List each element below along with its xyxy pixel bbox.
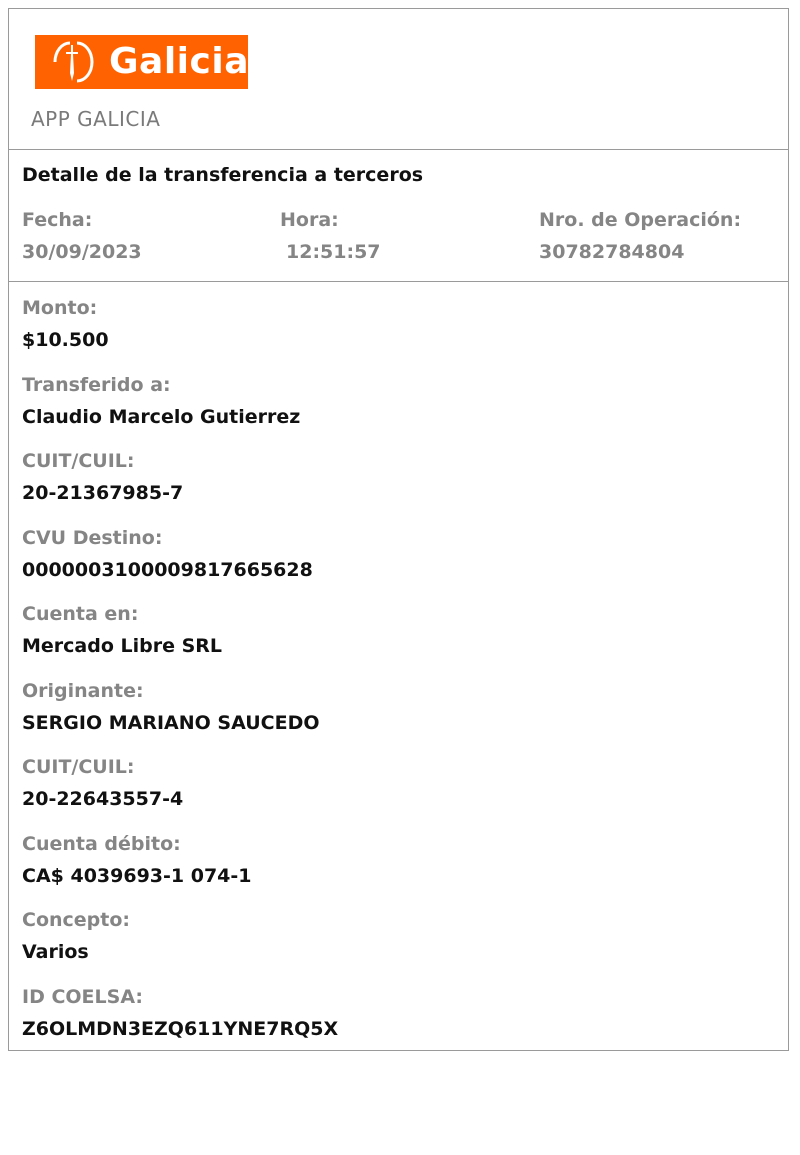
date-block: [22, 208, 142, 264]
time-block: [280, 208, 381, 264]
field-label: Cuenta en:: [22, 603, 139, 625]
receipt-title: Detalle de la transferencia a terceros: [22, 164, 424, 186]
originator-cuit-field: [22, 755, 338, 832]
field-label: ID COELSA:: [22, 985, 143, 1008]
app-name: APP GALICIA: [31, 107, 161, 131]
recipient-cuit-field: [22, 449, 338, 526]
field-value: CA$ 4039693-1 074-1: [22, 864, 252, 887]
amount-field: [22, 296, 338, 373]
field-label: Originante:: [22, 679, 144, 702]
date-label: Fecha:: [22, 209, 93, 231]
field-value: Z6OLMDN3EZQ611YNE7RQ5X: [22, 1017, 339, 1040]
field-label: CUIT/CUIL:: [22, 756, 135, 778]
cvu-destination-field: [22, 526, 338, 603]
field-value: $10.500: [22, 329, 109, 351]
field-value: 0000003100009817665628: [22, 558, 313, 581]
field-label: Monto:: [22, 297, 98, 319]
operation-number-block: [539, 208, 741, 264]
field-label: Concepto:: [22, 909, 131, 931]
receipt-header: [9, 9, 788, 150]
recipient-field: [22, 373, 338, 450]
time-label: Hora:: [280, 209, 339, 231]
field-value: 20-21367985-7: [22, 482, 184, 504]
debit-account-field: [22, 832, 338, 909]
field-label: Transferido a:: [22, 373, 171, 396]
date-value: 30/09/2023: [22, 241, 142, 263]
coelsa-id-field: [22, 985, 338, 1062]
field-value: Claudio Marcelo Gutierrez: [22, 405, 301, 428]
field-value: SERGIO MARIANO SAUCEDO: [22, 711, 320, 734]
field-label: Cuenta débito:: [22, 832, 181, 855]
field-value: 20-22643557-4: [22, 788, 184, 810]
concept-field: [22, 908, 338, 985]
field-label: CVU Destino:: [22, 526, 163, 549]
galicia-logo: [35, 35, 248, 89]
galicia-emblem-icon: [47, 39, 99, 85]
field-value: Varios: [22, 941, 89, 963]
transfer-details: [22, 296, 338, 1061]
operation-number-value: 30782784804: [539, 241, 685, 263]
operation-number-label: Nro. de Operación:: [539, 209, 742, 231]
originator-field: [22, 679, 338, 756]
field-value: Mercado Libre SRL: [22, 635, 223, 657]
logo-text: Galicia: [109, 41, 249, 82]
time-value: 12:51:57: [286, 241, 381, 263]
field-label: CUIT/CUIL:: [22, 450, 135, 472]
account-bank-field: [22, 602, 338, 679]
